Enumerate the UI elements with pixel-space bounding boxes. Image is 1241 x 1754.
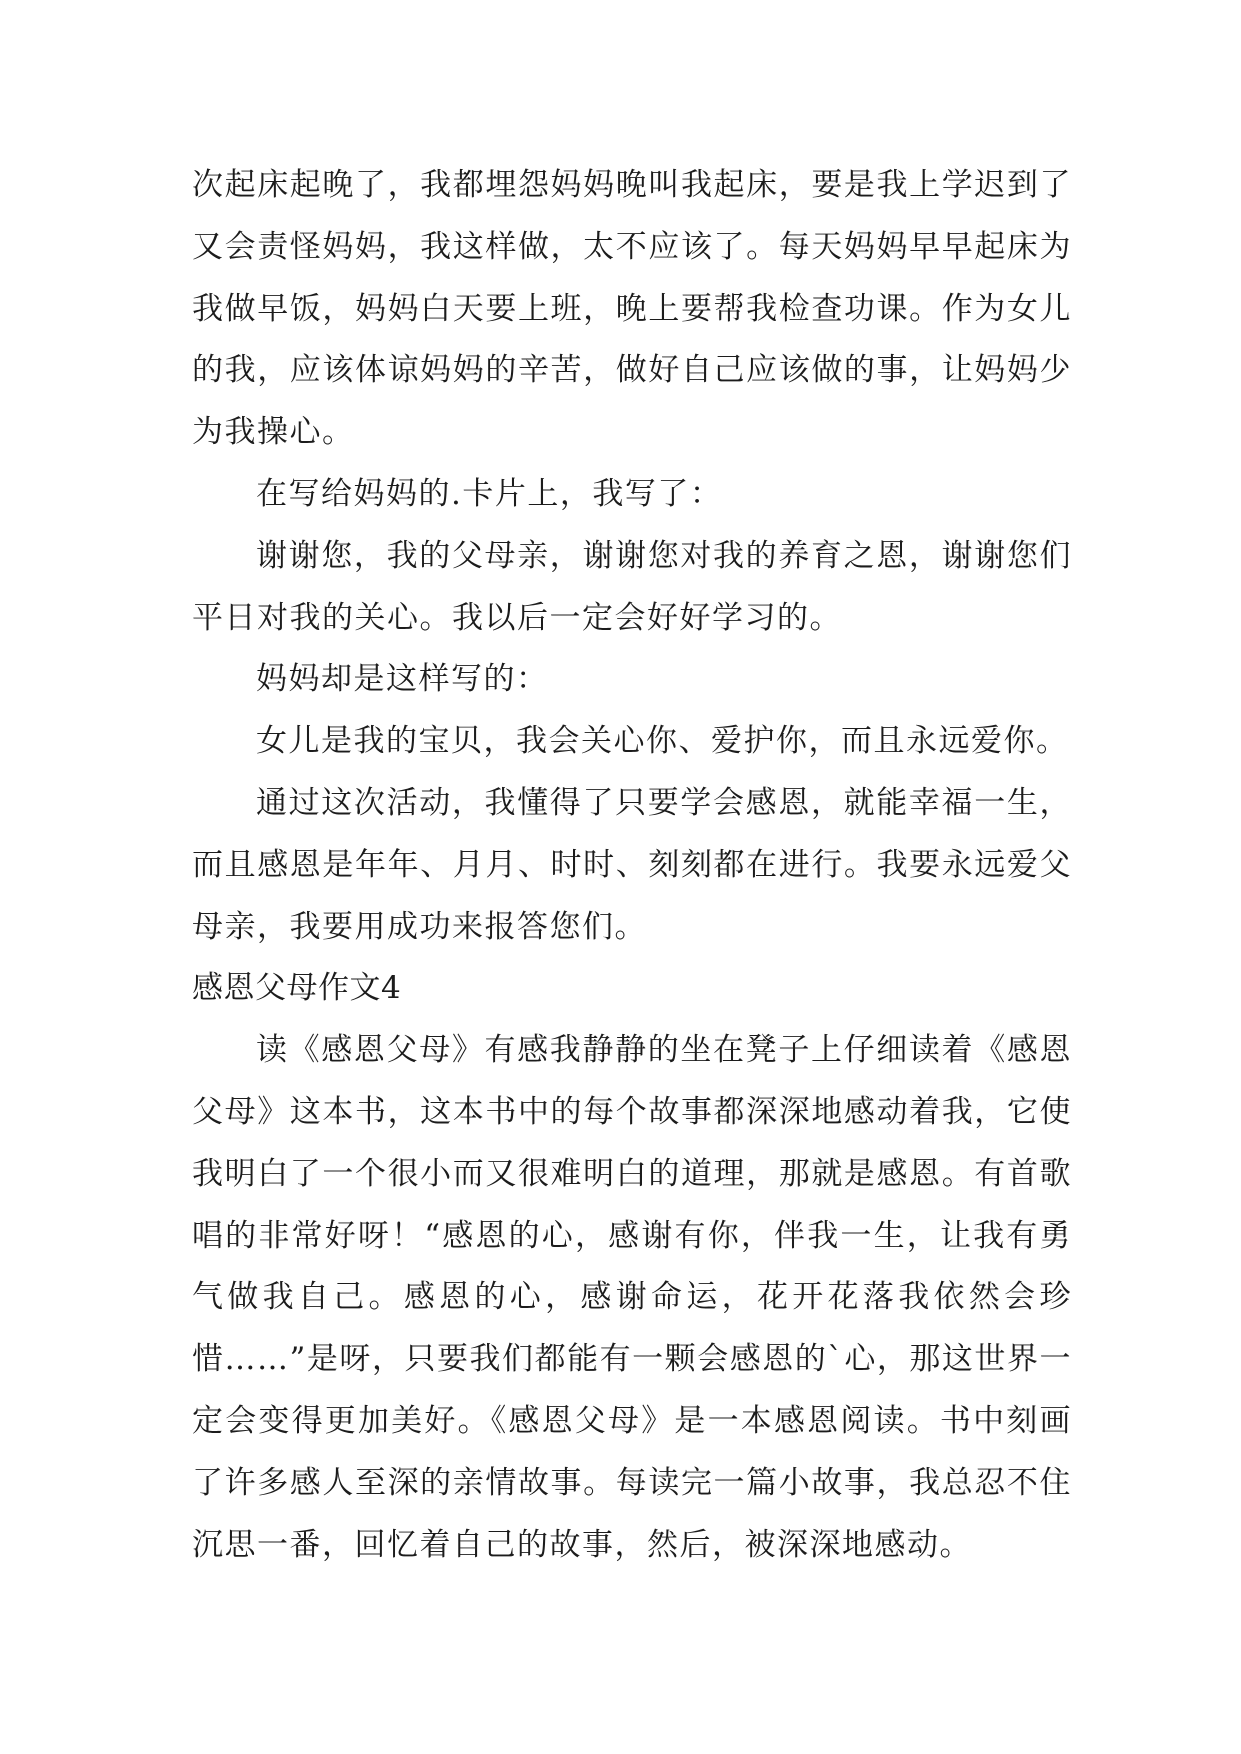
paragraph-conclusion: 通过这次活动，我懂得了只要学会感恩，就能幸福一生，而且感恩是年年、月月、时时、刻刻都在进行。我要永远爱父母亲，我要用成功来报答您们。 (192, 784, 1072, 945)
paragraph-card-message: 谢谢您，我的父母亲，谢谢您对我的养育之恩，谢谢您们平日对我的关心。我以后一定会好好学习的。 (192, 537, 1072, 636)
paragraph-card-intro: 在写给妈妈的.卡片上，我写了： (256, 475, 723, 512)
paragraph-mother-intro: 妈妈却是这样写的： (256, 661, 549, 698)
paragraph-essay-4: 读《感恩父母》有感我静静的坐在凳子上仔细读着《感恩父母》这本书，这本书中的每个故事都深深地感动着我，它使我明白了一个很小而又很难明白的道理，那就是感恩。有首歌唱的非常好呀！“感恩的心，感谢有你，伴我一生，让我有勇气做我自己。感恩的心，感谢命运，花开花落我依然会珍惜……”是呀，只要我们都能有一颗会感恩的`心，那这世界一定会变得更加美好。《感恩父母》是一本感恩阅读。书中刻画了许多感人至深的亲情故事。每读完一篇小故事，我总忍不住沉思一番，回忆着自己的故事，然后，被深深地感动。 (192, 1032, 1072, 1563)
section-heading: 感恩父母作文4 (192, 970, 402, 1007)
document-body (192, 155, 1072, 1576)
paragraph-mother-message: 女儿是我的宝贝，我会关心你、爱护你，而且永远爱你。 (256, 723, 1069, 760)
paragraph-continuation: 次起床起晚了，我都埋怨妈妈晚叫我起床，要是我上学迟到了又会责怪妈妈，我这样做，太不应该了。每天妈妈早早起床为我做早饭，妈妈白天要上班，晚上要帮我检查功课。作为女儿的我，应该体谅妈妈的辛苦，做好自己应该做的事，让妈妈少为我操心。 (192, 167, 1072, 451)
